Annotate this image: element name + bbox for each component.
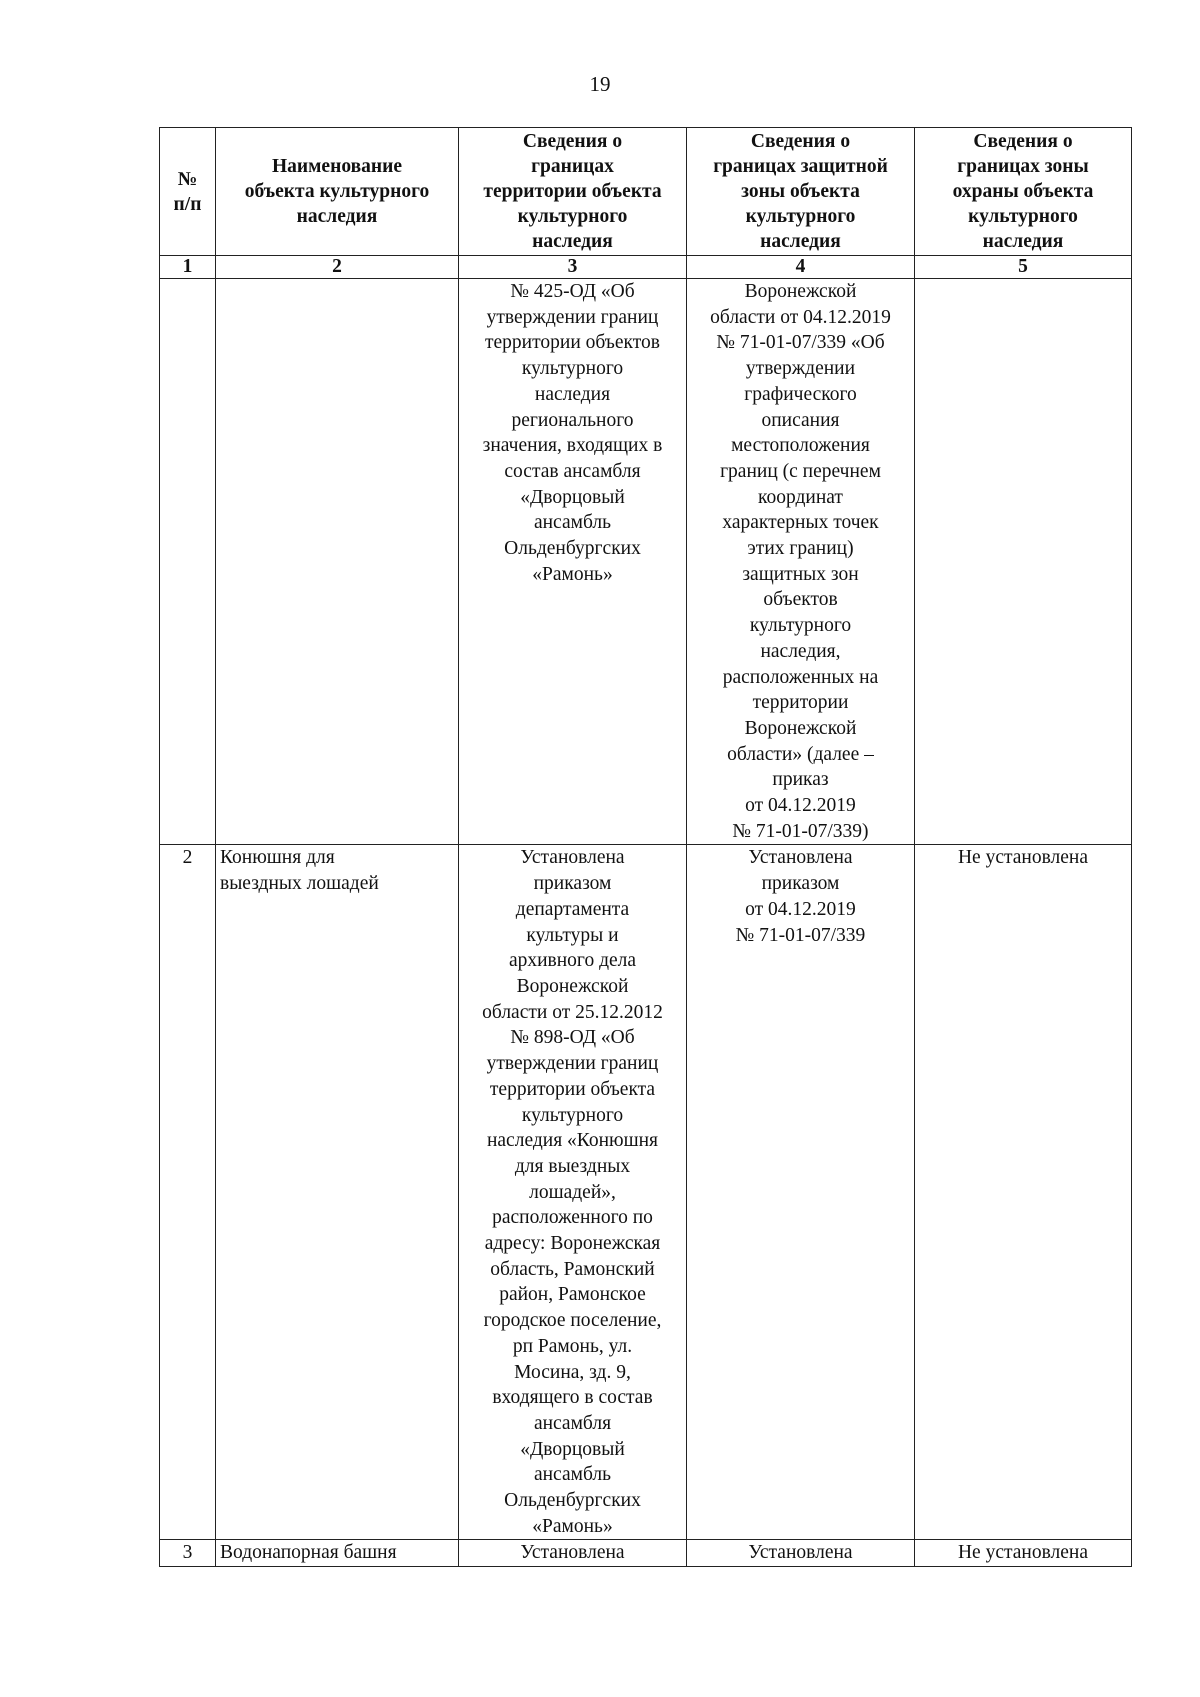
cell-text-line: культурного (517, 206, 628, 227)
cell-text-line: Конюшня для (220, 847, 335, 869)
cell-text-line: области» (далее – (727, 743, 874, 765)
cell-text-line: зоны объекта (741, 181, 860, 202)
cell-text-line: Ольденбургских (504, 1490, 641, 1512)
cell-text-line: архивного дела (508, 950, 637, 972)
cell-text-line: объектов (763, 589, 838, 611)
cell-text-line: границ (с перечнем (720, 460, 881, 482)
column-number: 4 (687, 256, 915, 279)
cell-text-line: департамента (515, 898, 630, 920)
cell-text-line: ансамбль (533, 512, 612, 534)
cell-text-line: наследия (534, 383, 611, 405)
cell-text-line: Водонапорная башня (220, 1542, 397, 1564)
cell-text-line: Сведения о (522, 131, 623, 152)
cell-text-line: территории объекта (483, 181, 662, 202)
cell-text-line: Установлена (748, 1542, 853, 1564)
cell-text-line: наследия «Конюшня (486, 1130, 659, 1152)
cell-text-line: лошадей», (529, 1181, 616, 1203)
cell-text-line: утверждении границ (486, 1053, 659, 1075)
cell-text-line: границах защитной (713, 156, 888, 177)
cell-text-line: территории (752, 692, 849, 714)
cell-text-line: Воронежской (516, 975, 629, 997)
cell-text-line: охраны объекта (952, 181, 1094, 202)
cell-text-line: входящего в состав (492, 1387, 653, 1409)
header-protective-zone (687, 128, 915, 256)
cell-text-line: культуры и (526, 924, 619, 946)
column-numbers-row (160, 256, 1132, 279)
cell-text-line: район, Рамонское (499, 1284, 646, 1306)
cell-text-line: утверждении (745, 358, 856, 380)
cell-text-line: для выездных (514, 1155, 631, 1177)
cell-text-line: городское поселение, (483, 1310, 662, 1332)
cell-text-line: расположенного по (492, 1207, 653, 1229)
row-number: 3 (160, 1540, 216, 1567)
row-number (160, 279, 216, 845)
cell-text-line: Сведения о (973, 131, 1073, 152)
cell-text-line: Установлена (520, 1542, 625, 1564)
protective-zone-cell (687, 845, 915, 1540)
cell-text-line: наследия (760, 231, 841, 252)
security-zone-cell (915, 279, 1132, 845)
cell-text-line: Не установлена (957, 1542, 1089, 1564)
cell-text-line: Ольденбургских (504, 538, 641, 560)
table-row (160, 845, 1132, 1540)
protective-zone-cell (687, 279, 915, 845)
cell-text-line: «Рамонь» (532, 563, 613, 585)
cell-text-line: приказом (533, 873, 612, 895)
cell-text-line: «Дворцовый (520, 1438, 625, 1460)
territory-bounds-cell (459, 1540, 687, 1567)
cell-text-line: области от 25.12.2012 (482, 1001, 663, 1023)
territory-bounds-cell (459, 845, 687, 1540)
cell-text-line: культурного (521, 1104, 624, 1126)
cell-text-line: характерных точек (722, 512, 879, 534)
cell-text-line: наследия (982, 231, 1064, 252)
territory-bounds-cell (459, 279, 687, 845)
cell-text-line: территории объектов (485, 332, 660, 354)
cell-text-line: приказ (772, 769, 829, 791)
cell-text-line: описания (761, 409, 840, 431)
cell-text-line: местоположения (731, 435, 870, 457)
cell-text-line: территории объекта (489, 1078, 656, 1100)
cell-text-line: № 425-ОД «Об (510, 281, 635, 302)
cell-text-line: приказом (761, 873, 840, 895)
header-object-name (216, 128, 459, 256)
cell-text-line: от 04.12.2019 (745, 795, 856, 817)
object-name (216, 845, 459, 1540)
row-number: 2 (160, 845, 216, 1540)
cell-text-line: Воронежской (744, 717, 857, 739)
cell-text-line: значения, входящих в (482, 435, 663, 457)
cell-text-line: этих границ) (747, 538, 854, 560)
cell-text-line: от 04.12.2019 (745, 898, 856, 920)
cell-text-line: наследия, (760, 640, 841, 662)
cell-text-line: культурного (745, 206, 856, 227)
header-territory-bounds (459, 128, 687, 256)
cell-text-line: № 71-01-07/339 (735, 924, 866, 946)
table-header-row (160, 128, 1132, 256)
page-number: 19 (589, 72, 611, 96)
cell-text-line: адресу: Воронежская (484, 1233, 661, 1255)
cell-text-line: № 71-01-07/339) (732, 820, 869, 842)
cell-text-line: графического (744, 383, 857, 405)
cell-text-line: Не установлена (957, 847, 1089, 869)
cell-text-line: защитных зон (742, 563, 859, 585)
cell-text-line: п/п (173, 193, 202, 215)
object-name (216, 279, 459, 845)
cell-text-line: область, Рамонский (490, 1258, 655, 1280)
cell-text-line: Воронежской (744, 281, 857, 302)
cell-text-line: границах зоны (957, 156, 1089, 177)
cell-text-line: № 71-01-07/339 «Об (716, 332, 885, 354)
cell-text-line: № (177, 168, 198, 190)
cell-text-line: культурного (521, 358, 624, 380)
cell-text-line: границах (531, 156, 614, 177)
cell-text-line: расположенных на (722, 666, 879, 688)
column-number: 5 (915, 256, 1132, 279)
cell-text-line: «Рамонь» (532, 1515, 613, 1537)
header-number (160, 128, 216, 256)
cell-text-line: наследия (296, 206, 378, 227)
column-number: 2 (216, 256, 459, 279)
object-name (216, 1540, 459, 1567)
heritage-table (159, 127, 1132, 1567)
cell-text-line: Мосина, зд. 9, (514, 1361, 631, 1383)
table-row (160, 279, 1132, 845)
protective-zone-cell (687, 1540, 915, 1567)
cell-text-line: регионального (511, 409, 634, 431)
cell-text-line: утверждении границ (486, 306, 659, 328)
cell-text-line: объекта культурного (244, 181, 430, 202)
cell-text-line: рп Рамонь, ул. (512, 1335, 633, 1357)
cell-text-line: № 898-ОД «Об (510, 1027, 635, 1049)
table-row (160, 1540, 1132, 1567)
cell-text-line: Наименование (272, 156, 402, 177)
cell-text-line: выездных лошадей (220, 873, 379, 895)
column-number: 1 (160, 256, 216, 279)
cell-text-line: Сведения о (750, 131, 851, 152)
cell-text-line: культурного (968, 206, 1078, 227)
cell-text-line: состав ансамбля (504, 460, 641, 482)
cell-text-line: Установлена (748, 847, 853, 869)
cell-text-line: «Дворцовый (520, 486, 625, 508)
column-number: 3 (459, 256, 687, 279)
cell-text-line: координат (758, 486, 843, 508)
cell-text-line: наследия (532, 231, 613, 252)
cell-text-line: ансамбля (533, 1412, 612, 1434)
cell-text-line: области от 04.12.2019 (710, 306, 891, 328)
cell-text-line: Установлена (520, 847, 625, 869)
cell-text-line: культурного (749, 615, 852, 637)
security-zone-cell (915, 845, 1132, 1540)
cell-text-line: ансамбль (533, 1464, 612, 1486)
security-zone-cell (915, 1540, 1132, 1567)
header-security-zone (915, 128, 1132, 256)
